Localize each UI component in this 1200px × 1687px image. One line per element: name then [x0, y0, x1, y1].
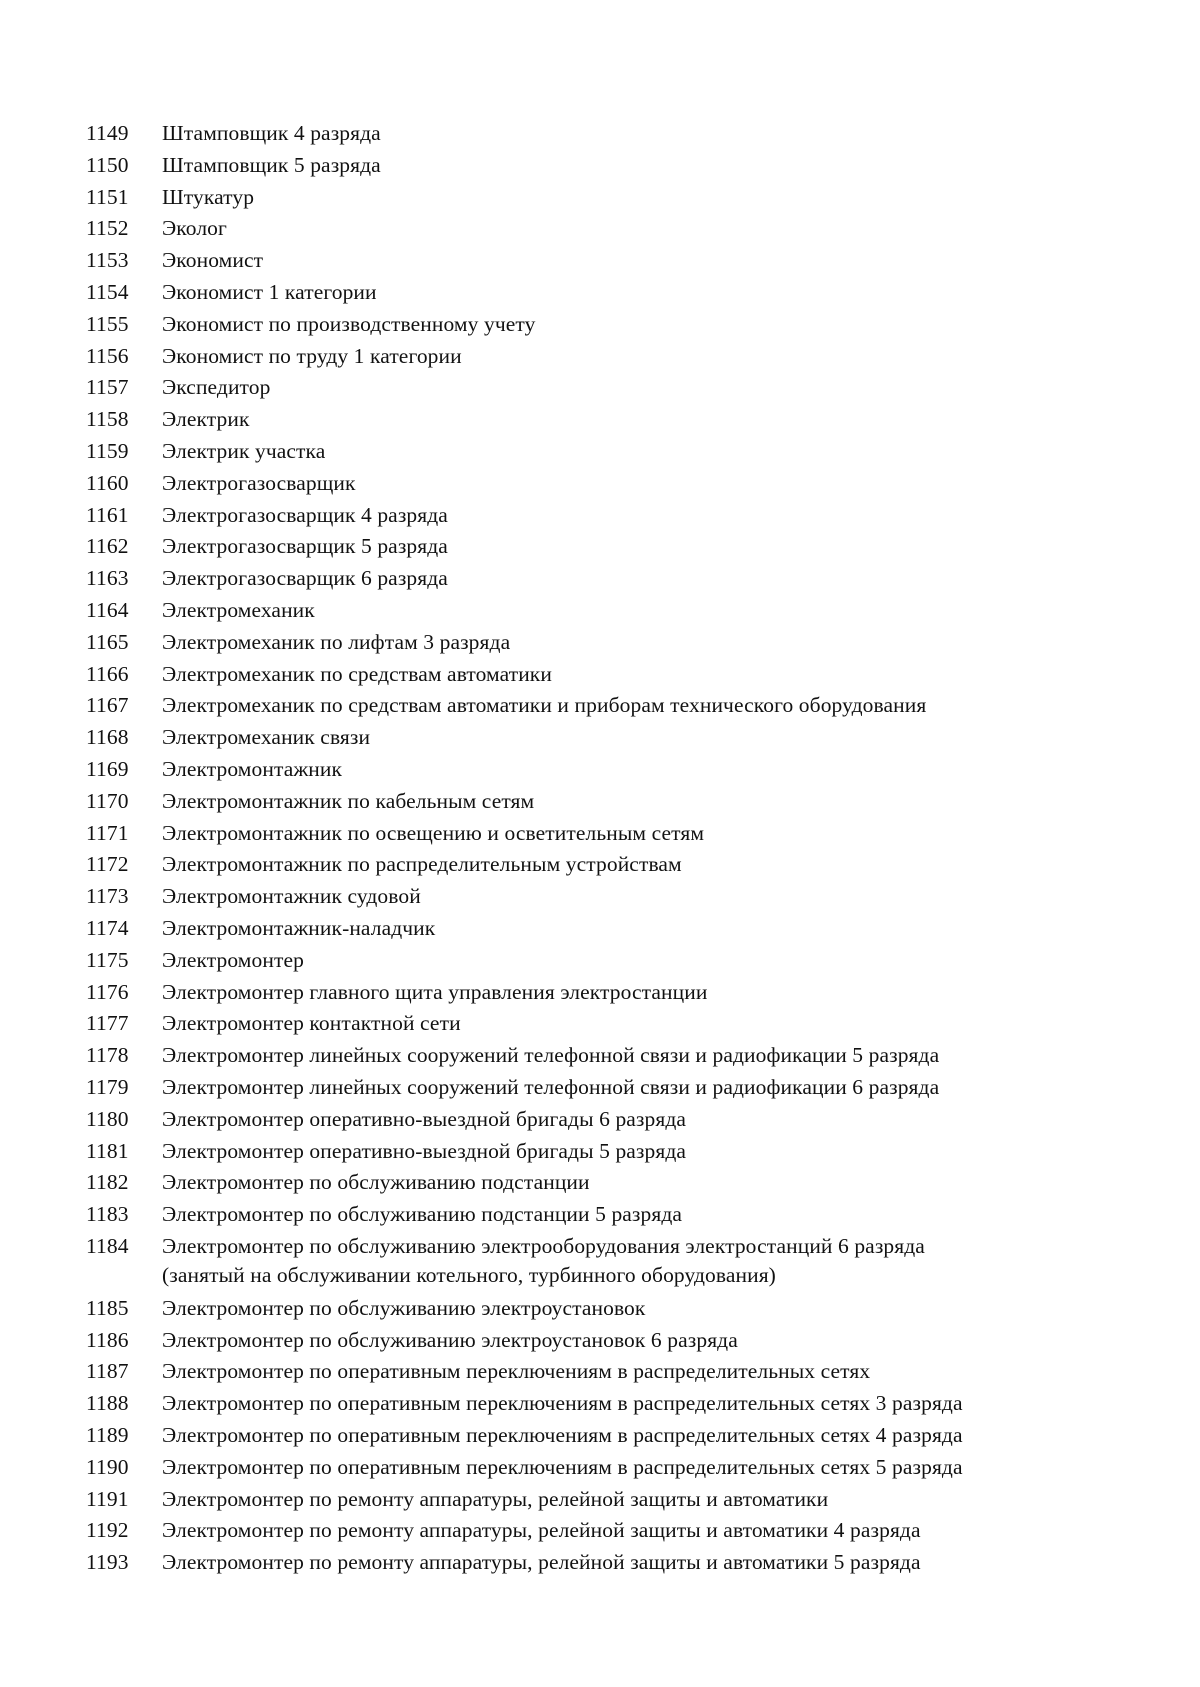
entry-title: Электромонтер по обслуживанию электроустановок 6 разряда — [162, 1327, 738, 1352]
entry-number: 1159 — [86, 438, 129, 463]
entry-title: Электромонтажник по распределительным устройствам — [162, 852, 682, 877]
list-item — [86, 913, 1146, 945]
list-item — [86, 118, 1146, 150]
list-item — [86, 945, 1146, 977]
entry-number: 1181 — [86, 1138, 129, 1163]
list-item — [86, 1199, 1146, 1231]
list-item — [86, 1420, 1146, 1452]
entry-number: 1192 — [86, 1518, 129, 1543]
entry-title: Экспедитор — [162, 375, 271, 400]
entry-number: 1185 — [86, 1295, 129, 1320]
entry-number: 1166 — [86, 661, 129, 686]
list-item — [86, 563, 1146, 595]
entry-title: Электромонтер по обслуживанию электроустановок — [162, 1295, 646, 1320]
list-item — [86, 404, 1146, 436]
entry-number: 1175 — [86, 947, 129, 972]
entry-title: Электрик участка — [162, 438, 326, 463]
entry-number: 1168 — [86, 725, 129, 750]
list-item — [86, 595, 1146, 627]
entry-title: Электромонтер по ремонту аппаратуры, релейной защиты и автоматики 5 разряда — [162, 1550, 921, 1575]
entry-title: Электромонтер по обслуживанию подстанции 5 разряда — [162, 1202, 683, 1227]
entry-number: 1161 — [86, 502, 129, 527]
entry-title: Электромонтер контактной сети — [162, 1011, 461, 1036]
entry-number: 1189 — [86, 1423, 129, 1448]
entry-number: 1186 — [86, 1327, 129, 1352]
entry-title: Экономист 1 категории — [162, 279, 377, 304]
list-item — [86, 1072, 1146, 1104]
entry-title: Электрик — [162, 407, 250, 432]
entry-title: Электромеханик по средствам автоматики и приборам технического оборудования — [162, 693, 927, 718]
list-item — [86, 277, 1146, 309]
entry-number: 1193 — [86, 1550, 129, 1575]
entry-title: Электромонтер по оперативным переключениям в распределительных сетях 3 разряда — [162, 1391, 963, 1416]
entry-title: Электромеханик связи — [162, 725, 371, 750]
list-item — [86, 1040, 1146, 1072]
list-item — [86, 627, 1146, 659]
entry-title: Электрогазосварщик 5 разряда — [162, 534, 448, 559]
entry-title: Электромонтер по оперативным переключениям в распределительных сетях 4 разряда — [162, 1423, 963, 1448]
entry-title: Электромеханик по средствам автоматики — [162, 661, 552, 686]
list-item — [86, 1008, 1146, 1040]
entry-number: 1176 — [86, 979, 129, 1004]
list-item — [86, 849, 1146, 881]
list-item — [86, 786, 1146, 818]
entry-number: 1182 — [86, 1170, 129, 1195]
list-item — [86, 1293, 1146, 1325]
entry-title: Экономист — [162, 248, 264, 273]
entry-title: Эколог — [162, 216, 227, 241]
entry-title: Электромонтер оперативно-выездной бригады 6 разряда — [162, 1106, 687, 1131]
list-item — [86, 1515, 1146, 1547]
entry-number: 1157 — [86, 375, 129, 400]
list-item — [86, 468, 1146, 500]
list-item — [86, 531, 1146, 563]
entry-title: Электромонтажник — [162, 756, 343, 781]
entry-title: Электромонтажник по освещению и осветительным сетям — [162, 820, 705, 845]
entry-number: 1163 — [86, 566, 129, 591]
list-item — [86, 754, 1146, 786]
list-item — [86, 1104, 1146, 1136]
list-item — [86, 150, 1146, 182]
entry-number: 1188 — [86, 1391, 129, 1416]
list-item — [86, 1136, 1146, 1168]
entry-number: 1153 — [86, 248, 129, 273]
entry-number: 1170 — [86, 788, 129, 813]
entry-number: 1151 — [86, 184, 129, 209]
profession-list — [86, 118, 1146, 1579]
entry-title: Электромонтер по ремонту аппаратуры, релейной защиты и автоматики — [162, 1486, 829, 1511]
list-item — [86, 436, 1146, 468]
entry-number: 1191 — [86, 1486, 129, 1511]
entry-title: Штамповщик 4 разряда — [162, 121, 381, 145]
entry-title: Электромонтажник-наладчик — [162, 915, 436, 940]
list-item — [86, 309, 1146, 341]
entry-number: 1190 — [86, 1454, 129, 1479]
entry-number: 1154 — [86, 279, 129, 304]
entry-number: 1160 — [86, 470, 129, 495]
list-item — [86, 372, 1146, 404]
entry-number: 1173 — [86, 884, 129, 909]
entry-title: Экономист по производственному учету — [162, 311, 536, 336]
entry-number: 1167 — [86, 693, 129, 718]
entry-number: 1177 — [86, 1011, 129, 1036]
entry-number: 1156 — [86, 343, 129, 368]
entry-number: 1184 — [86, 1233, 129, 1258]
list-item — [86, 659, 1146, 691]
list-item — [86, 818, 1146, 850]
list-item — [86, 1547, 1146, 1579]
entry-title: Электромонтер по обслуживанию электрооборудования электростанций 6 разряда (занятый на обслуживании котельного, турбинного оборудования) — [162, 1233, 925, 1287]
list-item — [86, 500, 1146, 532]
entry-number: 1152 — [86, 216, 129, 241]
list-item — [86, 881, 1146, 913]
list-item — [86, 1325, 1146, 1357]
list-item — [86, 341, 1146, 373]
list-item — [86, 1484, 1146, 1516]
entry-number: 1172 — [86, 852, 129, 877]
entry-number: 1162 — [86, 534, 129, 559]
entry-title: Электромонтажник по кабельным сетям — [162, 788, 535, 813]
entry-title: Электромонтер главного щита управления электростанции — [162, 979, 708, 1004]
entry-title: Электромонтер по оперативным переключениям в распределительных сетях 5 разряда — [162, 1454, 963, 1479]
entry-number: 1179 — [86, 1074, 129, 1099]
entry-number: 1164 — [86, 597, 129, 622]
entry-number: 1187 — [86, 1359, 129, 1384]
entry-number: 1180 — [86, 1106, 129, 1131]
entry-title: Электромонтер — [162, 947, 304, 972]
list-item — [86, 722, 1146, 754]
entry-title: Электромонтер линейных сооружений телефонной связи и радиофикации 5 разряда — [162, 1043, 940, 1068]
entry-number: 1178 — [86, 1043, 129, 1068]
entry-number: 1183 — [86, 1202, 129, 1227]
entry-number: 1155 — [86, 311, 129, 336]
entry-number: 1174 — [86, 915, 129, 940]
entry-title: Штукатур — [162, 184, 255, 209]
list-item — [86, 213, 1146, 245]
entry-title: Экономист по труду 1 категории — [162, 343, 462, 368]
entry-title: Электромонтер линейных сооружений телефонной связи и радиофикации 6 разряда — [162, 1074, 940, 1099]
list-item — [86, 1452, 1146, 1484]
list-item — [86, 245, 1146, 277]
entry-title: Электромеханик — [162, 597, 315, 622]
entry-number: 1149 — [86, 121, 129, 145]
list-item — [86, 977, 1146, 1009]
entry-number: 1165 — [86, 629, 129, 654]
list-item — [86, 182, 1146, 214]
entry-number: 1169 — [86, 756, 129, 781]
entry-title: Электромонтер по обслуживанию подстанции — [162, 1170, 590, 1195]
list-item — [86, 690, 1146, 722]
entry-title: Электромеханик по лифтам 3 разряда — [162, 629, 511, 654]
entry-title: Электромонтажник судовой — [162, 884, 421, 909]
entry-number: 1158 — [86, 407, 129, 432]
entry-title: Электромонтер оперативно-выездной бригады 5 разряда — [162, 1138, 687, 1163]
entry-title: Электрогазосварщик 6 разряда — [162, 566, 448, 591]
list-item — [86, 1356, 1146, 1388]
entry-title: Электрогазосварщик — [162, 470, 356, 495]
list-item — [86, 1231, 1146, 1293]
entry-title: Электромонтер по оперативным переключениям в распределительных сетях — [162, 1359, 871, 1384]
entry-title: Электромонтер по ремонту аппаратуры, релейной защиты и автоматики 4 разряда — [162, 1518, 921, 1543]
entry-title: Электрогазосварщик 4 разряда — [162, 502, 448, 527]
list-item — [86, 1167, 1146, 1199]
list-item — [86, 1388, 1146, 1420]
entry-number: 1171 — [86, 820, 129, 845]
entry-title: Штамповщик 5 разряда — [162, 152, 381, 177]
entry-number: 1150 — [86, 152, 129, 177]
